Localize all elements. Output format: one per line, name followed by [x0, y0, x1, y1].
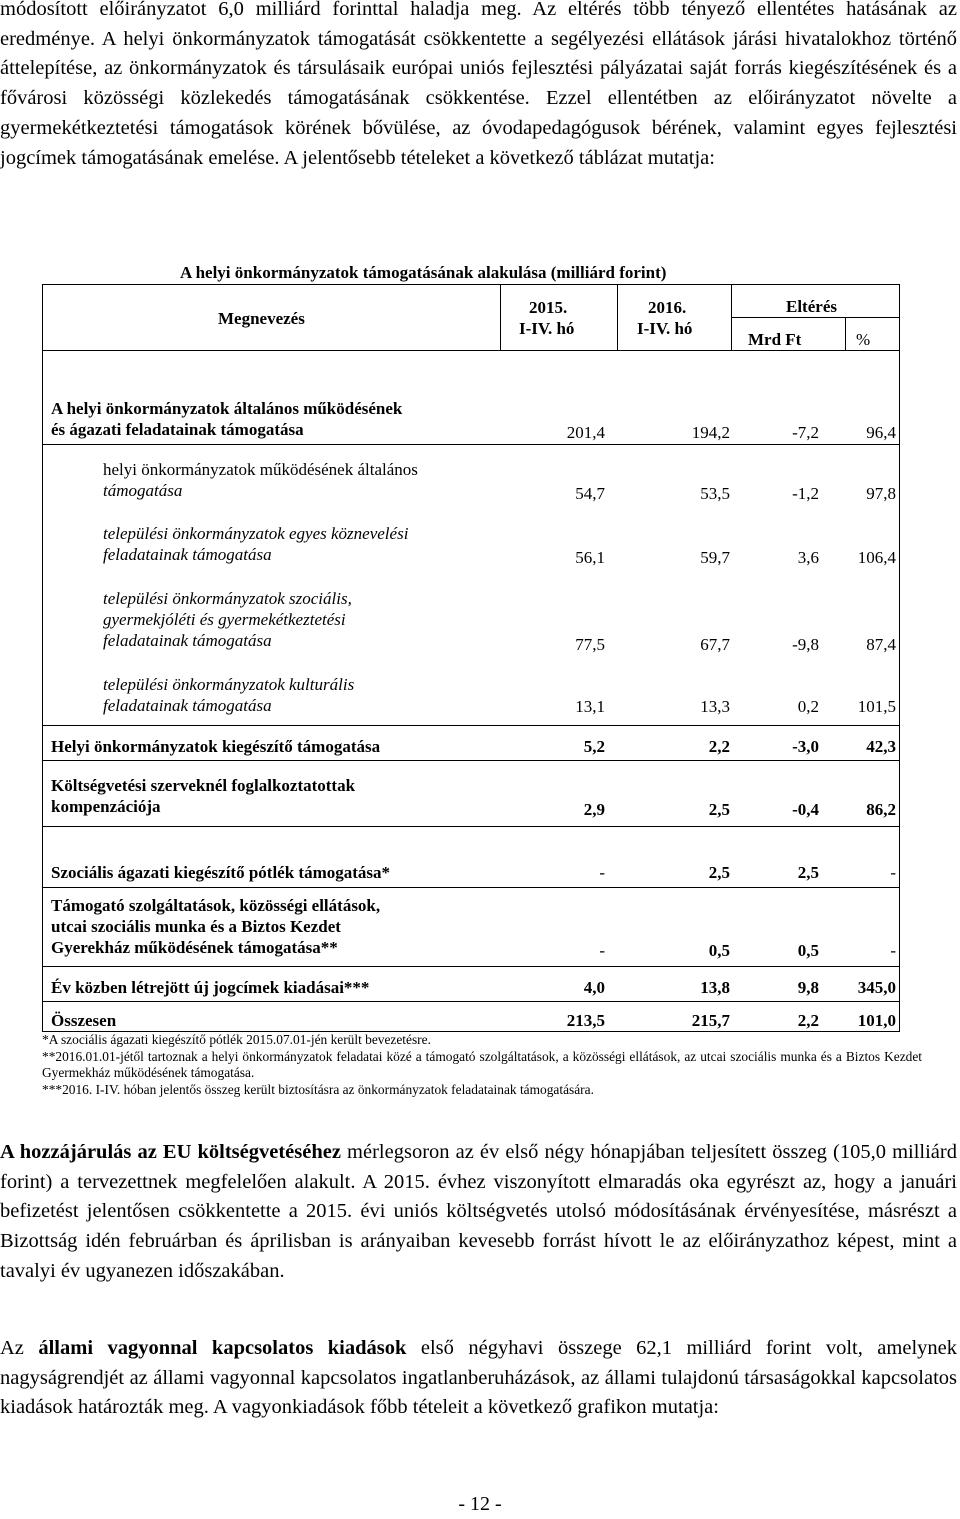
value-diff-mrd: -1,2	[792, 484, 819, 503]
row-label-line: feladatainak támogatása	[103, 631, 272, 650]
value-2015: 2,9	[583, 800, 605, 819]
value-diff-mrd: -0,4	[792, 800, 819, 819]
value-diff-pct: 96,4	[866, 423, 896, 442]
value-diff-pct: 97,8	[866, 484, 896, 503]
row-label-line: települési önkormányzatok szociális,	[103, 589, 352, 608]
value-diff-mrd: 0,2	[797, 697, 819, 716]
row-label-line: települési önkormányzatok kulturális	[103, 675, 355, 694]
table-grid-line	[500, 285, 501, 350]
row-label-line: Szociális ágazati kiegészítő pótlék támogatása*	[51, 863, 391, 882]
header-mrd-ft: Mrd Ft	[748, 330, 802, 349]
row-label-line: Támogató szolgáltatások, közösségi ellátások,	[51, 896, 381, 915]
value-2015: 5,2	[583, 737, 605, 756]
value-diff-pct: 101,5	[857, 697, 896, 716]
value-2016: 0,5	[708, 941, 730, 960]
row-label-line: helyi önkormányzatok működésének általános	[103, 460, 418, 479]
paragraph-text: Az	[0, 1337, 39, 1359]
row-label-line: feladatainak támogatása	[103, 545, 272, 564]
row-label-line: gyermekjóléti és gyermekétkeztetési	[103, 610, 346, 629]
value-2015: 201,4	[566, 423, 605, 442]
row-label	[51, 977, 369, 998]
value-diff-mrd: 0,5	[797, 941, 819, 960]
row-label	[51, 775, 355, 817]
value-2015: 56,1	[575, 548, 605, 567]
row-label-line: Év közben létrejött új jogcímek kiadásai***	[51, 978, 370, 997]
table-grid-line	[43, 350, 899, 351]
value-diff-mrd: -9,8	[792, 635, 819, 654]
row-label	[103, 588, 352, 651]
table-grid-line	[731, 317, 899, 318]
row-label	[103, 459, 418, 501]
value-2016: 13,3	[700, 697, 730, 716]
header-2015-period: I-IV. hó	[519, 319, 575, 338]
table-grid-line	[43, 1001, 899, 1002]
value-2016: 2,5	[708, 800, 730, 819]
table-grid-line	[43, 444, 899, 445]
value-diff-pct: 101,0	[857, 1011, 896, 1030]
table-footnotes	[42, 1032, 922, 1098]
table-grid-line	[43, 826, 899, 827]
row-label	[51, 736, 380, 757]
row-label-line: és ágazati feladatainak támogatása	[51, 420, 304, 439]
header-2016-period: I-IV. hó	[637, 319, 693, 338]
row-label-line: A helyi önkormányzatok általános működésének	[51, 399, 403, 418]
row-label-total	[51, 1010, 116, 1031]
value-diff-mrd: -3,0	[792, 737, 819, 756]
row-label	[51, 895, 380, 958]
table-grid-line	[43, 760, 899, 761]
value-diff-pct: 106,4	[857, 548, 896, 567]
page-number: - 12 -	[458, 1493, 502, 1515]
value-2016: 194,2	[691, 423, 730, 442]
value-2015: 77,5	[575, 635, 605, 654]
value-2016: 67,7	[700, 635, 730, 654]
row-label-line: települési önkormányzatok egyes köznevelési	[103, 524, 409, 543]
value-diff-mrd: 9,8	[797, 978, 819, 997]
intro-paragraph: módosított előirányzatot 6,0 milliárd forinttal haladja meg. Az eltérés több tényező ellentétes hatásának az eredménye. A helyi önkormányzatok támogatását csökkentette a segélyezési ellátások járási hivatalokhoz történő áttelepítése, az önkormányzatok és társulásaik európai uniós fejlesztési pályázatai saját forrás kiegészítésének és a fővárosi közösségi közlekedés támogatásának csökkentése. Ezzel ellentétben az előirányzatot növelte a gyermekétkeztetési támogatások körének bővülése, az óvodapedagógusok bérének, valamint egyes fejlesztési jogcímek támogatásának emelése. A jelentősebb tételeket a következő táblázat mutatja:	[0, 0, 957, 169]
value-2015: -	[599, 863, 605, 882]
value-2016: 2,5	[708, 863, 730, 882]
footnote: **2016.01.01-jétől tartoznak a helyi önkormányzatok feladatai közé a támogató szolgáltatások, a közösségi ellátások, az utcai szociális munka és a Biztos Kezdet Gyermekház működésének támogatása.	[42, 1048, 922, 1080]
value-2016: 59,7	[700, 548, 730, 567]
row-label-line: Költségvetési szerveknél foglalkoztatottak	[51, 776, 356, 795]
row-label	[51, 862, 390, 883]
state-assets-paragraph	[0, 1334, 957, 1423]
header-elteres: Eltérés	[786, 297, 837, 316]
value-2016: 2,2	[708, 737, 730, 756]
value-diff-mrd: -7,2	[792, 423, 819, 442]
header-2015-year: 2015.	[529, 298, 568, 317]
table-grid-line	[845, 317, 846, 350]
value-2016: 215,7	[691, 1011, 730, 1030]
table-grid-line	[43, 725, 899, 726]
value-diff-pct: 87,4	[866, 635, 896, 654]
header-percent: %	[856, 330, 871, 349]
value-diff-pct: 42,3	[866, 737, 896, 756]
value-2015: 4,0	[583, 978, 605, 997]
row-label-line: Összesen	[51, 1011, 117, 1030]
table-grid-line	[43, 887, 899, 888]
value-diff-pct: 86,2	[866, 800, 896, 819]
row-label-line: támogatása	[103, 481, 183, 500]
row-label-line: Gyerekház működésének támogatása**	[51, 938, 338, 957]
eu-contribution-paragraph	[0, 1138, 957, 1287]
bold-term: állami vagyonnal kapcsolatos kiadások	[38, 1337, 407, 1359]
header-2016-year: 2016.	[648, 298, 687, 317]
paragraph-text: első négyhavi összege 62,1 milliárd forint volt, amelynek nagyságrendjét az állami vagyonnal kapcsolatos ingatlanberuházások, az állami tulajdonú társaságokkal kapcsolatos kiadások határozták meg. A vagyonkiadások főbb tételeit a következő grafikon mutatja:	[0, 1337, 957, 1419]
row-label	[103, 674, 354, 716]
subsidy-table	[42, 284, 900, 1032]
value-diff-mrd: 3,6	[797, 548, 819, 567]
value-diff-mrd: 2,2	[797, 1011, 819, 1030]
table-title: A helyi önkormányzatok támogatásának alakulása (milliárd forint)	[180, 263, 667, 282]
value-diff-pct: -	[890, 941, 896, 960]
row-label	[51, 398, 402, 440]
value-2015: -	[599, 941, 605, 960]
value-2015: 13,1	[575, 697, 605, 716]
row-label-line: utcai szociális munka és a Biztos Kezdet	[51, 917, 341, 936]
value-diff-pct: 345,0	[857, 978, 896, 997]
row-label-line: Helyi önkormányzatok kiegészítő támogatása	[51, 737, 381, 756]
value-diff-mrd: 2,5	[797, 863, 819, 882]
value-2016: 53,5	[700, 484, 730, 503]
value-2015: 213,5	[566, 1011, 605, 1030]
row-label	[103, 523, 408, 565]
row-label-line: kompenzációja	[51, 797, 161, 816]
bold-lead: A hozzájárulás az EU költségvetéséhez	[0, 1141, 341, 1163]
value-diff-pct: -	[890, 863, 896, 882]
table-grid-line	[43, 966, 899, 967]
paragraph-text: mérlegsoron az év első négy hónapjában teljesített összeg (105,0 milliárd forint) a tervezettnek megfelelően alakult. A 2015. évhez viszonyított elmaradás oka egyrészt az, hogy a januári befizetést jelentősen csökkentette a 2015. évi uniós költségvetés utolsó módosításának érvényesítése, másrészt a Bizottság idén februárban és áprilisban is arányaiban kevesebb forrást hívott le az előirányzathoz képest, mint a tavalyi év ugyanezen időszakában.	[0, 1141, 957, 1282]
header-megnevezes: Megnevezés	[218, 309, 305, 328]
value-2016: 13,8	[700, 978, 730, 997]
row-label-line: feladatainak támogatása	[103, 696, 272, 715]
value-2015: 54,7	[575, 484, 605, 503]
footnote: ***2016. I-IV. hóban jelentős összeg került biztosításra az önkormányzatok feladatainak támogatására.	[42, 1081, 594, 1097]
table-grid-line	[617, 285, 618, 350]
footnote: *A szociális ágazati kiegészítő pótlék 2015.07.01-jén került bevezetésre.	[42, 1032, 431, 1047]
